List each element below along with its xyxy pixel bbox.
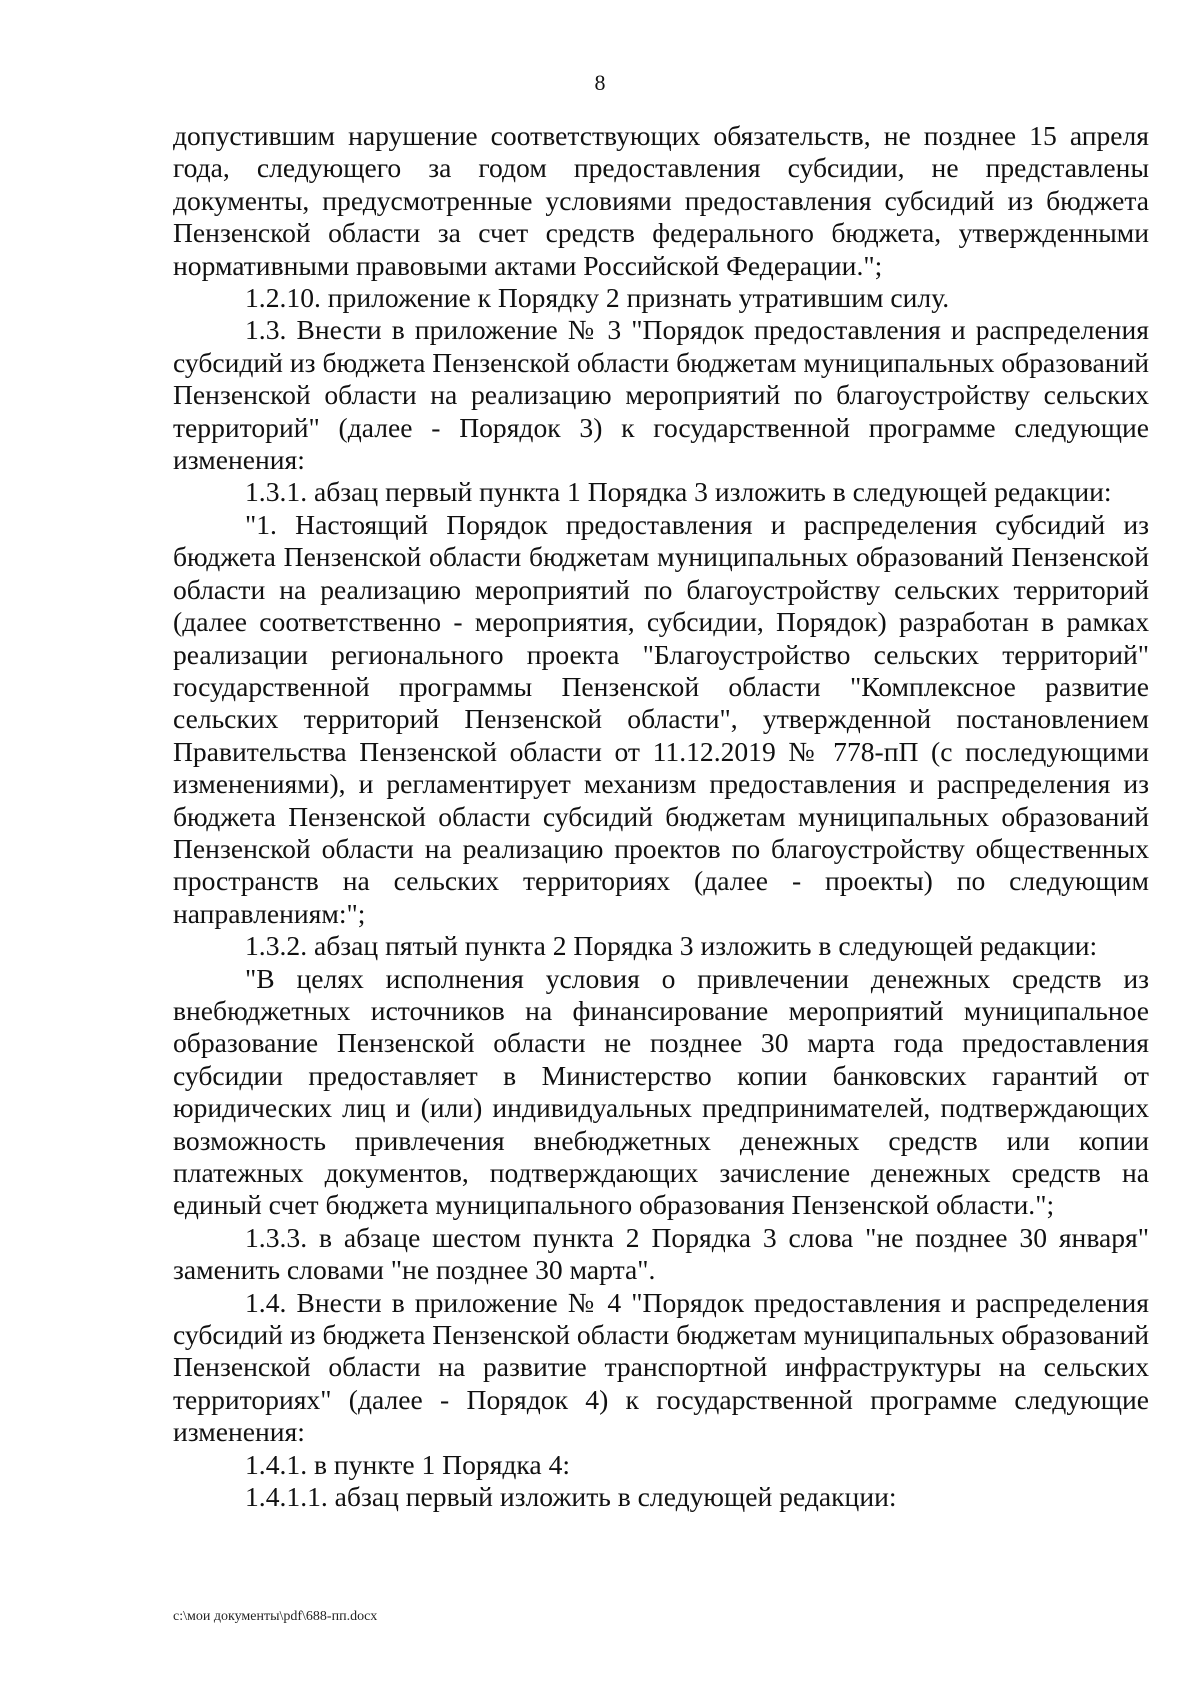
paragraph-1-3-1: 1.3.1. абзац первый пункта 1 Порядка 3 изложить в следующей редакции: (245, 476, 1112, 508)
paragraph-1-3-3: 1.3.3. в абзаце шестом пункта 2 Порядка 3 слова "не позднее 30 января" заменить словами "не позднее 30 марта". (173, 1221, 1149, 1286)
paragraph-quote-2: "В целях исполнения условия о привлечении денежных средств из внебюджетных источников на финансирование мероприятий муниципальное образование Пензенской области не позднее 30 марта года предоставления субсидии предоставляет в Министерство копии банковских гарантий от юридических лиц и (или) индивидуальных предпринимателей, подтверждающих возможность привлечения внебюджетных денежных средств или копии платежных документов, подтверждающих зачисление денежных средств на единый счет бюджета муниципального образования Пензенской области."; (173, 962, 1149, 1221)
paragraph-1-4: 1.4. Внести в приложение № 4 "Порядок предоставления и распределения субсидий из бюджета Пензенской области бюджетам муниципальных образований Пензенской области на развитие транспортной инфраструктуры на сельских территориях" (далее - Порядок 4) к государственной программе следующие изменения: (173, 1286, 1149, 1448)
page-number: 8 (594, 70, 606, 95)
paragraph-continuation: допустившим нарушение соответствующих обязательств, не позднее 15 апреля года, следующего за годом предоставления субсидии, не представлены документы, предусмотренные условиями предоставления субсидий из бюджета Пензенской области за счет средств федерального бюджета, утвержденными нормативными правовыми актами Российской Федерации."; (173, 120, 1149, 281)
document-body (173, 120, 1149, 1513)
paragraph-1-4-1-1: 1.4.1.1. абзац первый изложить в следующей редакции: (245, 1481, 897, 1513)
footer-file-path: c:\мои документы\pdf\688-пп.docx (173, 1609, 378, 1624)
paragraph-1-3: 1.3. Внести в приложение № 3 "Порядок предоставления и распределения субсидий из бюджета Пензенской области бюджетам муниципальных образований Пензенской области на реализацию мероприятий по благоустройству сельских территорий" (далее - Порядок 3) к государственной программе следующие изменения: (173, 314, 1149, 476)
paragraph-1-3-2: 1.3.2. абзац пятый пункта 2 Порядка 3 изложить в следующей редакции: (245, 930, 1098, 962)
paragraph-1-4-1: 1.4.1. в пункте 1 Порядка 4: (245, 1448, 571, 1480)
paragraph-1-2-10: 1.2.10. приложение к Порядку 2 признать утратившим силу. (245, 282, 950, 314)
paragraph-quote-1: "1. Настоящий Порядок предоставления и распределения субсидий из бюджета Пензенской области бюджетам муниципальных образований Пензенской области на реализацию мероприятий по благоустройству сельских территорий (далее соответственно - мероприятия, субсидии, Порядок) разработан в рамках реализации регионального проекта "Благоустройство сельских территорий" государственной программы Пензенской области "Комплексное развитие сельских территорий Пензенской области", утвержденной постановлением Правительства Пензенской области от 11.12.2019 № 778-пП (с последующими изменениями), и регламентирует механизм предоставления и распределения из бюджета Пензенской области субсидий бюджетам муниципальных образований Пензенской области на реализацию проектов по благоустройству общественных пространств на сельских территориях (далее - проекты) по следующим направлениям:"; (173, 508, 1149, 929)
